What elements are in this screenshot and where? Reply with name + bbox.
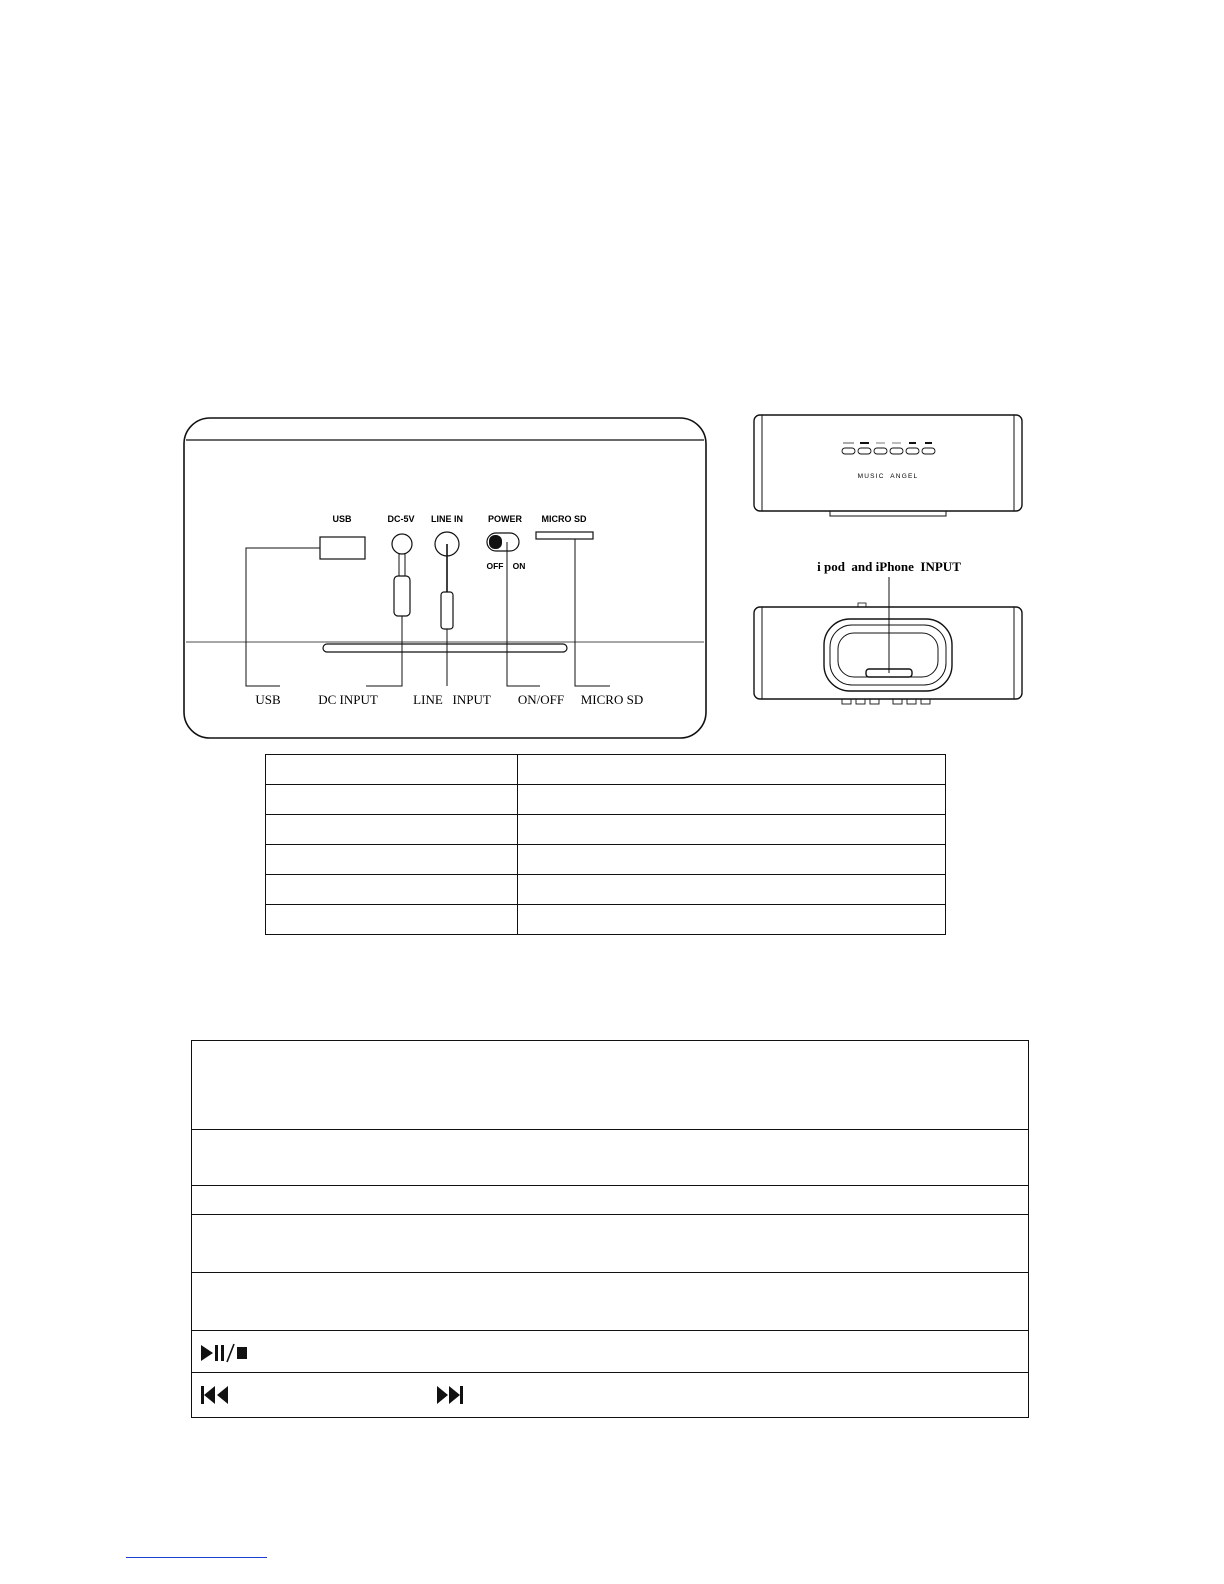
rear-panel-diagram [180, 414, 710, 744]
controls-table [191, 1040, 1029, 1418]
table-row [192, 1372, 1028, 1373]
switch-on-label: ON [512, 561, 526, 571]
table-row [192, 1330, 1028, 1331]
next-track-icon [436, 1385, 466, 1405]
usb-callout-label: USB [255, 692, 281, 707]
table-row [192, 1214, 1028, 1215]
dc-input-callout-label: DC INPUT [318, 692, 378, 707]
bottom-buttons [842, 699, 930, 704]
usb-port-label: USB [332, 514, 352, 524]
table-row [266, 845, 946, 875]
ipod-iphone-input-label: i pod and iPhone INPUT [817, 559, 961, 574]
usb-port [320, 537, 365, 559]
hyperlink-underline [126, 1557, 267, 1558]
table-row [266, 905, 946, 935]
on-off-callout-label: ON/OFF [517, 692, 565, 707]
table-row [192, 1185, 1028, 1186]
micro-sd-callout-label: MICRO SD [580, 692, 644, 707]
dc-jack [392, 534, 412, 554]
brand-label: MUSIC ANGEL [857, 473, 919, 480]
switch-off-label: OFF [486, 561, 504, 571]
front-view-diagram [750, 412, 1026, 522]
dock-view-diagram [750, 555, 1026, 710]
table-row [192, 1272, 1028, 1273]
table-row [192, 1129, 1028, 1130]
power-label: POWER [487, 514, 523, 524]
table-row [266, 755, 946, 785]
line-input-callout-label: LINE INPUT [413, 692, 491, 707]
dc-5v-label: DC-5V [387, 514, 415, 524]
line-in-label: LINE IN [430, 514, 464, 524]
dock-outer [824, 619, 952, 691]
table-row [266, 785, 946, 815]
front-control-buttons [842, 443, 935, 454]
micro-sd-slot [536, 532, 593, 539]
table-row [266, 875, 946, 905]
micro-sd-port-label: MICRO SD [541, 514, 587, 524]
spec-table [265, 754, 946, 935]
table-row [266, 815, 946, 845]
previous-track-icon [201, 1385, 231, 1405]
play-pause-stop-icon [200, 1343, 250, 1363]
